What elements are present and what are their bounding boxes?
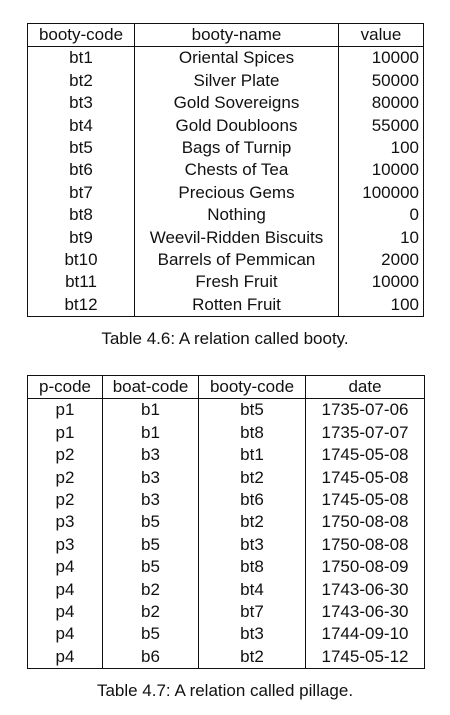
table-row <box>28 444 425 466</box>
table-row <box>28 422 425 444</box>
booty-name-cell: Silver Plate <box>135 70 339 92</box>
booty-code-cell: bt4 <box>199 579 306 601</box>
booty-code-cell: bt2 <box>199 511 306 533</box>
booty-code-cell: bt9 <box>69 227 93 247</box>
table-row <box>28 534 425 556</box>
booty-name-cell: Oriental Spices <box>135 47 339 70</box>
value-cell: 10 <box>339 227 424 249</box>
table-row <box>28 294 424 317</box>
p-code-cell: p4 <box>55 646 75 666</box>
booty-code-cell: bt11 <box>65 272 97 292</box>
booty-name-cell: Chests of Tea <box>135 159 339 181</box>
booty-code-cell: bt3 <box>69 93 93 113</box>
value-cell: 100000 <box>339 182 424 204</box>
value-cell: 100 <box>339 294 424 317</box>
p-code-cell: p4 <box>55 579 75 599</box>
boat-code-cell: b3 <box>103 467 199 489</box>
p-code-cell: p3 <box>55 512 75 532</box>
boat-code-cell: b6 <box>103 646 199 669</box>
table-row <box>28 646 425 669</box>
p-code-cell: p4 <box>55 557 75 577</box>
table-row <box>28 204 424 226</box>
booty-name-cell: Gold Doubloons <box>135 115 339 137</box>
table-row <box>28 159 424 181</box>
value-cell: 55000 <box>339 115 424 137</box>
booty-code-cell: bt1 <box>199 444 306 466</box>
value-cell: 2000 <box>339 249 424 271</box>
pillage-table <box>27 375 425 669</box>
table-row <box>28 137 424 159</box>
table-row <box>28 579 425 601</box>
boat-code-cell: b5 <box>103 511 199 533</box>
cropped-top-text <box>0 0 450 16</box>
booty-code-cell: bt4 <box>69 115 93 135</box>
table-row <box>28 489 425 511</box>
booty-code-cell: bt8 <box>199 422 306 444</box>
date-cell: 1744-09-10 <box>306 623 425 645</box>
date-cell: 1743-06-30 <box>306 579 425 601</box>
value-cell: 100 <box>339 137 424 159</box>
boat-code-cell: b1 <box>103 399 199 422</box>
booty-code-header: booty-code <box>28 24 135 47</box>
booty-code-cell: bt5 <box>69 138 93 158</box>
date-cell: 1735-07-07 <box>306 422 425 444</box>
booty-name-cell: Weevil-Ridden Biscuits <box>135 227 339 249</box>
booty-name-cell: Bags of Turnip <box>135 137 339 159</box>
boat-code-cell: b5 <box>103 623 199 645</box>
value-cell: 0 <box>339 204 424 226</box>
p-code-cell: p2 <box>55 445 75 465</box>
booty-table-body <box>28 47 424 317</box>
booty-code-cell: bt8 <box>69 205 93 225</box>
booty-code-cell: bt2 <box>199 467 306 489</box>
table-row <box>28 399 425 422</box>
booty-name-cell: Gold Sovereigns <box>135 92 339 114</box>
p-code-cell: p1 <box>55 422 75 442</box>
table-row <box>28 623 425 645</box>
date-cell: 1745-05-08 <box>306 444 425 466</box>
pillage-caption: Table 4.7: A relation called pillage. <box>96 681 354 700</box>
value-cell: 80000 <box>339 92 424 114</box>
booty-code-cell: bt7 <box>199 601 306 623</box>
table-row <box>28 47 424 70</box>
booty-code-cell: bt12 <box>64 294 98 314</box>
boat-code-cell: b5 <box>103 556 199 578</box>
booty-name-cell: Precious Gems <box>135 182 339 204</box>
value-cell: 50000 <box>339 70 424 92</box>
booty-code-cell: bt7 <box>69 182 93 202</box>
p-code-cell: p4 <box>55 624 75 644</box>
date-cell: 1735-07-06 <box>306 399 425 422</box>
boat-code-cell: b3 <box>103 444 199 466</box>
table-row <box>28 511 425 533</box>
p-code-cell: p3 <box>55 534 75 554</box>
table-row <box>28 271 424 293</box>
boat-code-header: boat-code <box>103 376 199 399</box>
booty-table <box>27 23 424 317</box>
booty-code-cell: bt8 <box>199 556 306 578</box>
value-cell: 10000 <box>339 271 424 293</box>
p-code-cell: p2 <box>55 490 75 510</box>
booty-name-header: booty-name <box>135 24 339 47</box>
booty-code-cell: bt3 <box>199 623 306 645</box>
date-cell: 1745-05-12 <box>306 646 425 669</box>
p-code-cell: p4 <box>55 602 75 622</box>
boat-code-cell: b3 <box>103 489 199 511</box>
date-cell: 1750-08-09 <box>306 556 425 578</box>
boat-code-cell: b2 <box>103 579 199 601</box>
booty-name-cell: Rotten Fruit <box>135 294 339 317</box>
booty-name-cell: Fresh Fruit <box>135 271 339 293</box>
table-row <box>28 467 425 489</box>
boat-code-cell: b5 <box>103 534 199 556</box>
booty-code-cell: bt10 <box>64 250 98 270</box>
booty-code-cell: bt1 <box>69 48 93 68</box>
booty-code-cell: bt5 <box>199 399 306 422</box>
date-header: date <box>306 376 425 399</box>
booty-code-cell: bt6 <box>69 160 93 180</box>
booty-name-cell: Nothing <box>135 204 339 226</box>
boat-code-cell: b1 <box>103 422 199 444</box>
booty-caption: Table 4.6: A relation called booty. <box>101 329 349 348</box>
booty-code-cell: bt3 <box>199 534 306 556</box>
table-row <box>28 556 425 578</box>
booty-name-cell: Barrels of Pemmican <box>135 249 339 271</box>
date-cell: 1743-06-30 <box>306 601 425 623</box>
date-cell: 1750-08-08 <box>306 511 425 533</box>
date-cell: 1745-05-08 <box>306 489 425 511</box>
booty-code-cell: bt2 <box>69 70 93 90</box>
table-row <box>28 182 424 204</box>
table-row <box>28 249 424 271</box>
value-cell: 10000 <box>339 159 424 181</box>
pillage-table-body <box>28 399 425 669</box>
value-header: value <box>339 24 424 47</box>
p-code-header: p-code <box>28 376 103 399</box>
table-row <box>28 92 424 114</box>
booty-header-row <box>28 24 424 47</box>
p-code-cell: p2 <box>55 467 75 487</box>
date-cell: 1750-08-08 <box>306 534 425 556</box>
table-row <box>28 227 424 249</box>
table-row <box>28 601 425 623</box>
table-row <box>28 115 424 137</box>
value-cell: 10000 <box>339 47 424 70</box>
date-cell: 1745-05-08 <box>306 467 425 489</box>
booty-code-cell: bt6 <box>199 489 306 511</box>
pillage-header-row <box>28 376 425 399</box>
table-row <box>28 70 424 92</box>
boat-code-cell: b2 <box>103 601 199 623</box>
booty-code-cell: bt2 <box>199 646 306 669</box>
booty-code-header: booty-code <box>199 376 306 399</box>
p-code-cell: p1 <box>55 400 75 420</box>
